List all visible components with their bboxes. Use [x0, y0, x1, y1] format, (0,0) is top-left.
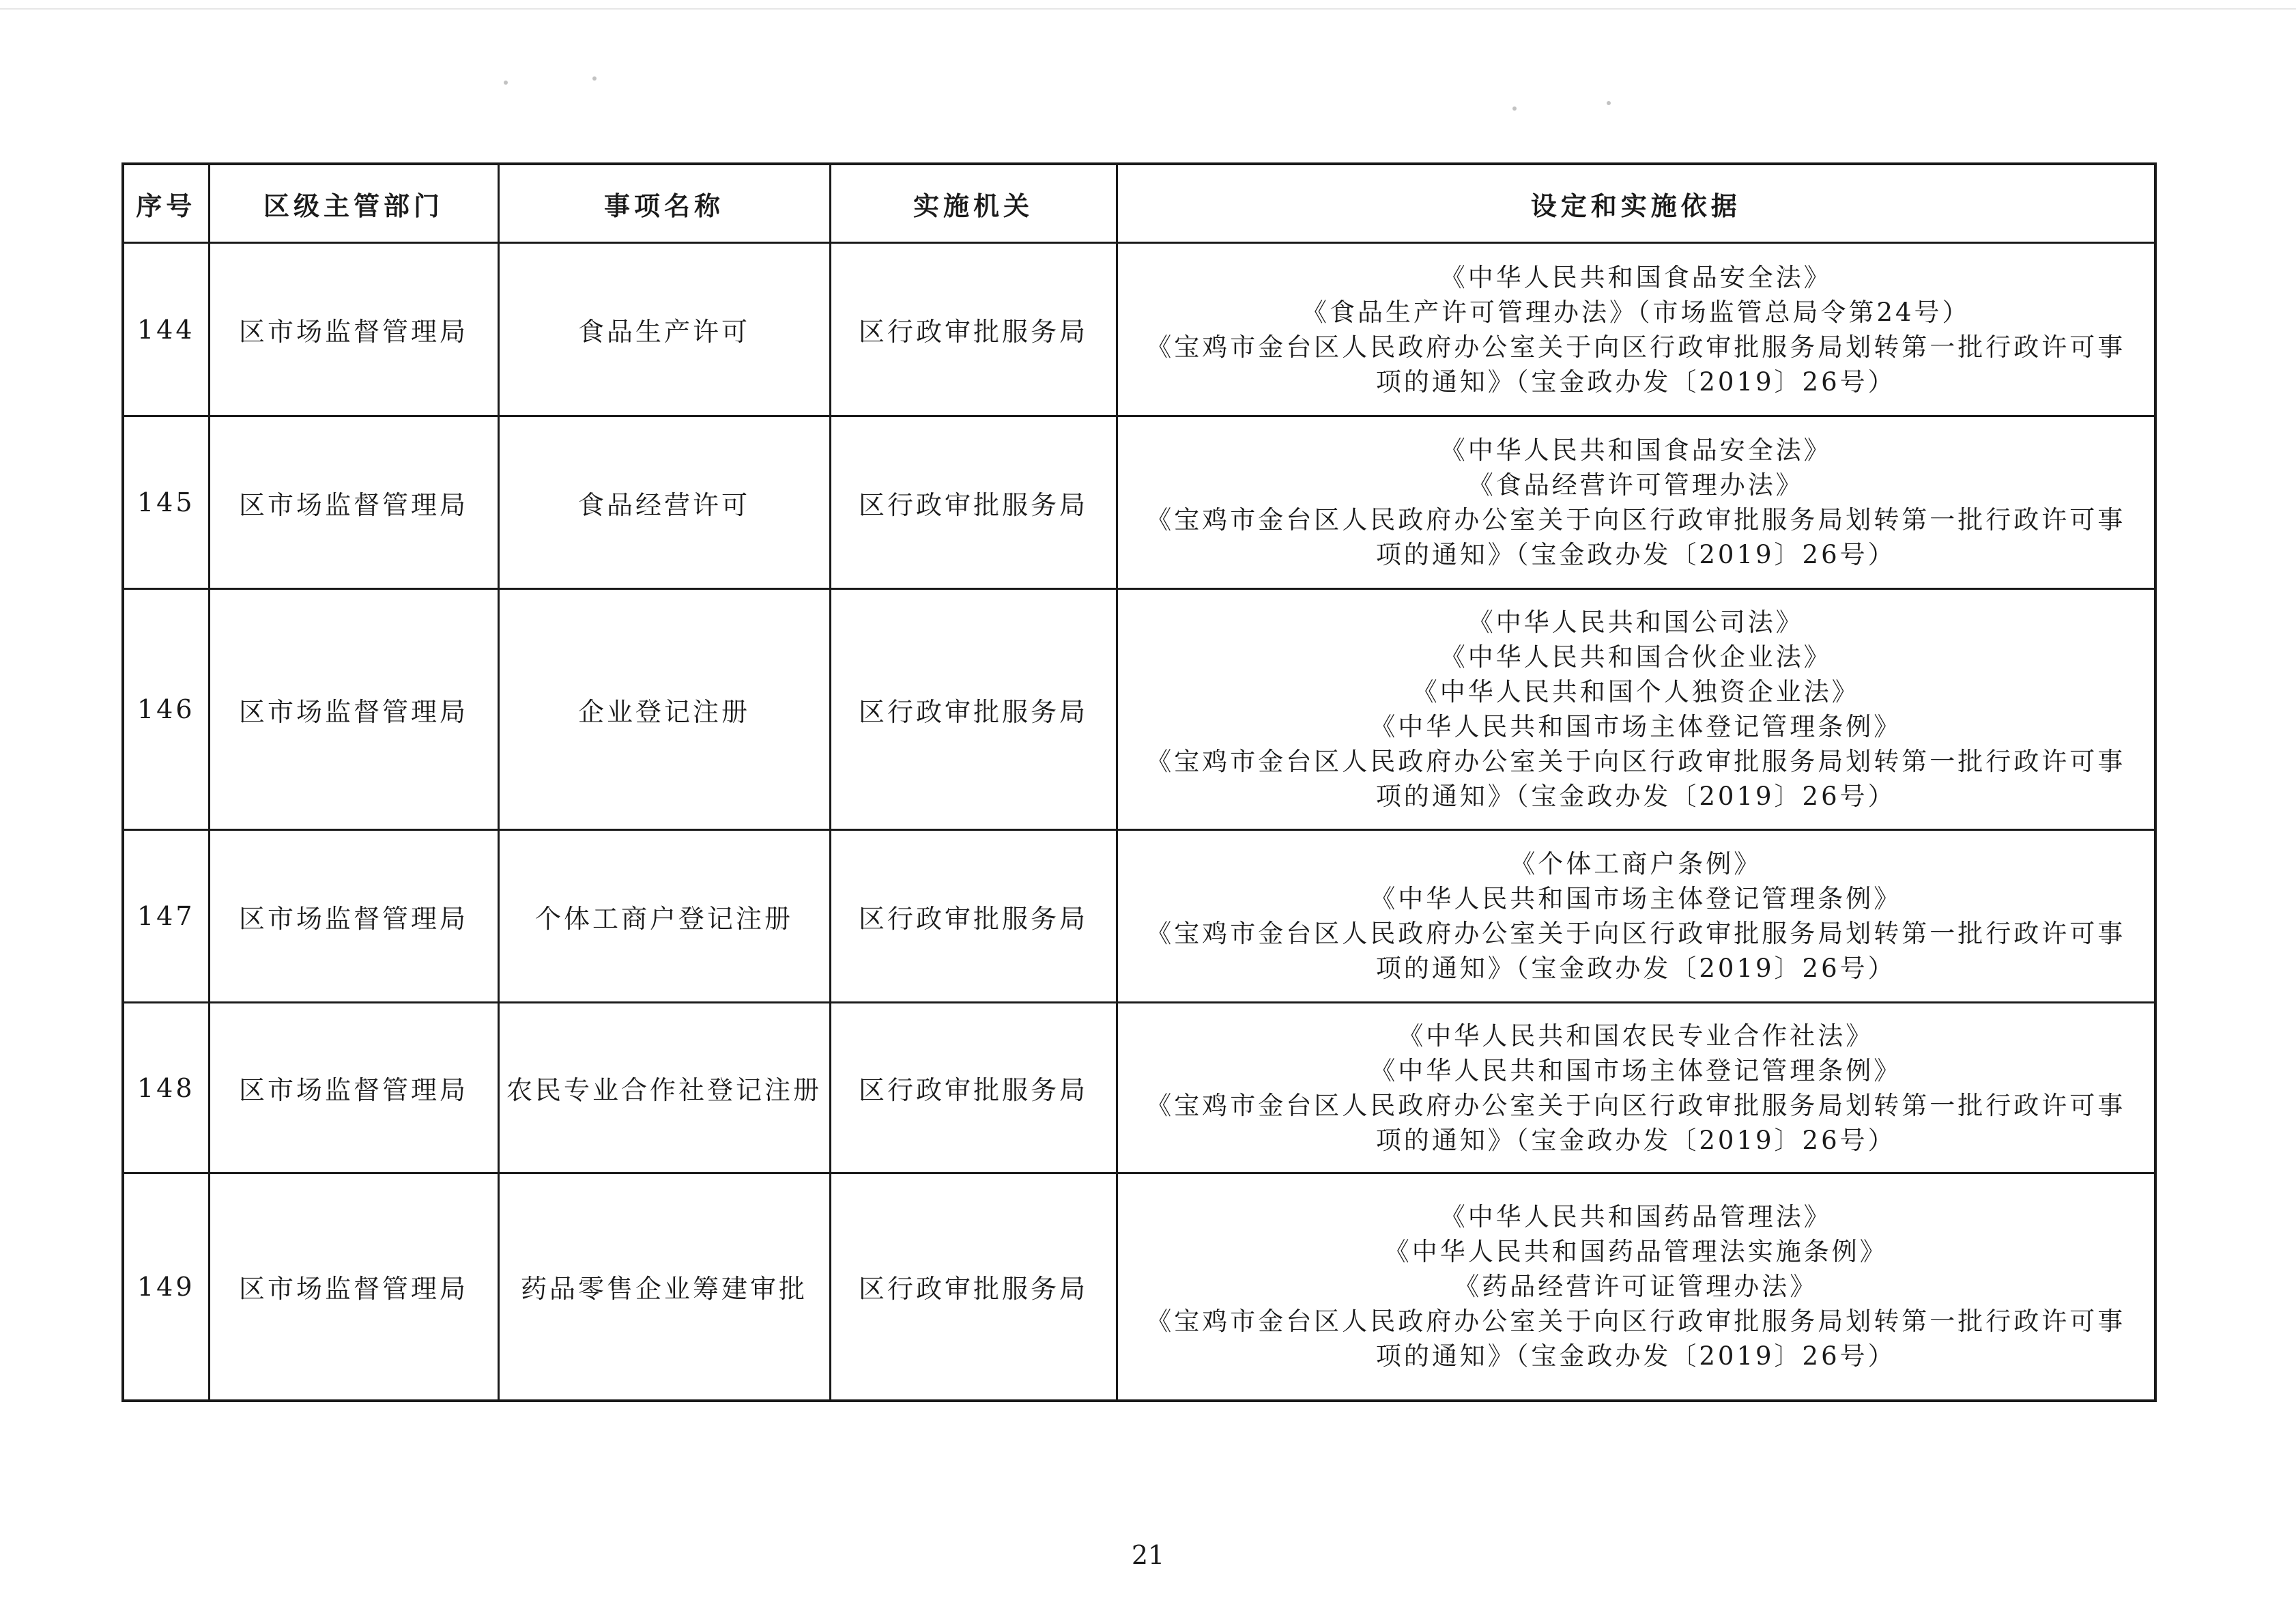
table-row — [123, 1003, 2155, 1173]
basis-line: 《中华人民共和国药品管理法》 — [1439, 1202, 1832, 1232]
table-row — [123, 589, 2155, 830]
scan-top-edge — [0, 8, 2296, 10]
row-dept: 区市场监督管理局 — [209, 830, 498, 1003]
header-dept: 区级主管部门 — [209, 164, 498, 243]
basis-line: 项的通知》（宝金政办发〔2019〕26号） — [1375, 954, 1896, 983]
basis-line: 项的通知》（宝金政办发〔2019〕26号） — [1375, 1125, 1896, 1155]
row-seq: 147 — [123, 830, 209, 1003]
table-row — [123, 243, 2155, 416]
row-seq: 149 — [123, 1173, 209, 1401]
basis-line: 《宝鸡市金台区人民政府办公室关于向区行政审批服务局划转第一批行政许可事 — [1146, 747, 2126, 776]
row-seq: 144 — [123, 243, 209, 416]
scan-speck — [504, 81, 508, 85]
row-org: 区行政审批服务局 — [830, 416, 1117, 589]
row-basis — [1117, 589, 2155, 830]
basis-line: 项的通知》（宝金政办发〔2019〕26号） — [1375, 782, 1896, 811]
basis-line: 《宝鸡市金台区人民政府办公室关于向区行政审批服务局划转第一批行政许可事 — [1146, 505, 2126, 535]
row-dept: 区市场监督管理局 — [209, 589, 498, 830]
row-seq: 145 — [123, 416, 209, 589]
table-row — [123, 830, 2155, 1003]
basis-line: 《宝鸡市金台区人民政府办公室关于向区行政审批服务局划转第一批行政许可事 — [1146, 1307, 2126, 1337]
basis-line: 《中华人民共和国市场主体登记管理条例》 — [1370, 712, 1902, 741]
row-dept: 区市场监督管理局 — [209, 416, 498, 589]
row-basis — [1117, 1173, 2155, 1401]
scan-speck — [592, 76, 597, 81]
basis-line: 项的通知》（宝金政办发〔2019〕26号） — [1375, 367, 1896, 397]
row-item: 食品经营许可 — [498, 416, 830, 589]
scan-speck — [1512, 106, 1517, 111]
basis-line: 《个体工商户条例》 — [1510, 849, 1762, 879]
basis-line: 《宝鸡市金台区人民政府办公室关于向区行政审批服务局划转第一批行政许可事 — [1146, 1090, 2126, 1120]
table-row — [123, 416, 2155, 589]
header-item: 事项名称 — [498, 164, 830, 243]
basis-line: 《药品经营许可证管理办法》 — [1454, 1272, 1818, 1302]
basis-line: 《中华人民共和国食品安全法》 — [1439, 436, 1832, 465]
row-item: 个体工商户登记注册 — [498, 830, 830, 1003]
basis-line: 《中华人民共和国食品安全法》 — [1439, 262, 1832, 292]
row-basis — [1117, 830, 2155, 1003]
basis-line: 项的通知》（宝金政办发〔2019〕26号） — [1375, 540, 1896, 569]
basis-line: 《食品生产许可管理办法》（市场监管总局令第24号） — [1301, 297, 1970, 327]
row-basis — [1117, 416, 2155, 589]
row-basis — [1117, 243, 2155, 416]
basis-line: 项的通知》（宝金政办发〔2019〕26号） — [1375, 1341, 1896, 1371]
row-org: 区行政审批服务局 — [830, 589, 1117, 830]
scan-speck — [1607, 101, 1611, 105]
basis-line: 《食品经营许可管理办法》 — [1467, 470, 1804, 500]
row-org: 区行政审批服务局 — [830, 1003, 1117, 1173]
row-seq: 146 — [123, 589, 209, 830]
header-seq: 序号 — [123, 164, 209, 243]
basis-line: 《宝鸡市金台区人民政府办公室关于向区行政审批服务局划转第一批行政许可事 — [1146, 332, 2126, 362]
table-header-row — [123, 164, 2155, 243]
basis-line: 《宝鸡市金台区人民政府办公室关于向区行政审批服务局划转第一批行政许可事 — [1146, 919, 2126, 948]
row-org: 区行政审批服务局 — [830, 1173, 1117, 1401]
row-item: 食品生产许可 — [498, 243, 830, 416]
row-org: 区行政审批服务局 — [830, 243, 1117, 416]
header-org: 实施机关 — [830, 164, 1117, 243]
basis-line: 《中华人民共和国个人独资企业法》 — [1411, 677, 1860, 707]
row-basis — [1117, 1003, 2155, 1173]
permit-items-table — [121, 162, 2157, 1402]
basis-line: 《中华人民共和国合伙企业法》 — [1439, 642, 1832, 672]
basis-line: 《中华人民共和国市场主体登记管理条例》 — [1370, 1055, 1902, 1085]
row-item: 农民专业合作社登记注册 — [498, 1003, 830, 1173]
row-dept: 区市场监督管理局 — [209, 1173, 498, 1401]
basis-line: 《中华人民共和国市场主体登记管理条例》 — [1370, 884, 1902, 913]
row-dept: 区市场监督管理局 — [209, 243, 498, 416]
basis-line: 《中华人民共和国农民专业合作社法》 — [1398, 1021, 1874, 1051]
header-basis: 设定和实施依据 — [1117, 164, 2155, 243]
page-number: 21 — [1131, 1540, 1165, 1570]
row-dept: 区市场监督管理局 — [209, 1003, 498, 1173]
row-seq: 148 — [123, 1003, 209, 1173]
row-org: 区行政审批服务局 — [830, 830, 1117, 1003]
row-item: 企业登记注册 — [498, 589, 830, 830]
table-row — [123, 1173, 2155, 1401]
row-item: 药品零售企业筹建审批 — [498, 1173, 830, 1401]
basis-line: 《中华人民共和国公司法》 — [1467, 608, 1804, 637]
basis-line: 《中华人民共和国药品管理法实施条例》 — [1383, 1237, 1888, 1267]
